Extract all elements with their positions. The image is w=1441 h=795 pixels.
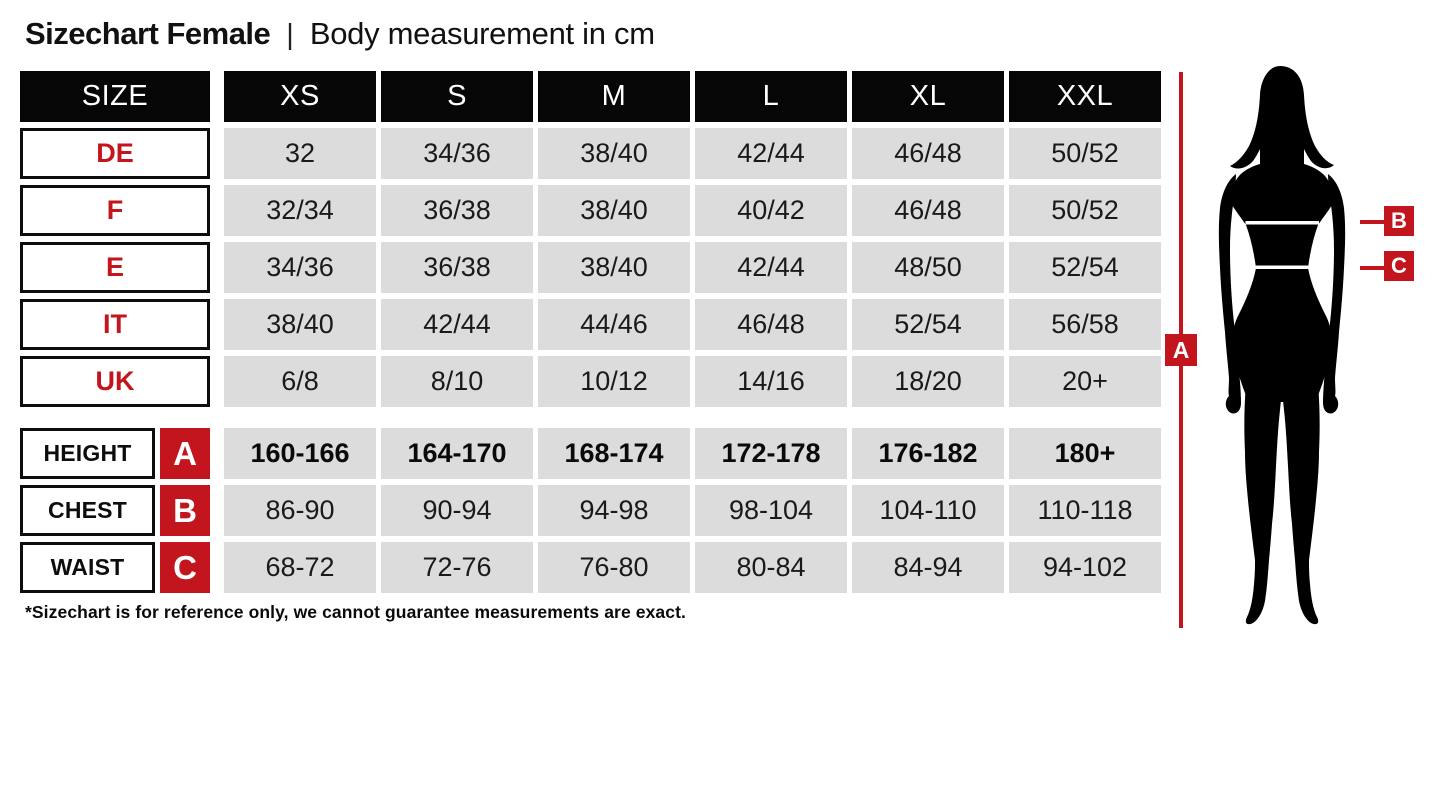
footnote: *Sizechart is for reference only, we cannot guarantee measurements are exact.: [25, 602, 686, 622]
measurement-name: CHEST: [20, 485, 155, 536]
measurement-cell: 180+: [1009, 428, 1161, 479]
row-label-f: F: [20, 185, 210, 236]
title-separator: |: [286, 19, 294, 51]
measurement-cell: 168-174: [538, 428, 690, 479]
size-cell: 20+: [1009, 356, 1161, 407]
column-header-xl: XL: [852, 71, 1004, 122]
size-cell: 50/52: [1009, 128, 1161, 179]
size-cell: 36/38: [381, 242, 533, 293]
title-main: Sizechart Female: [25, 16, 271, 51]
size-cell: 38/40: [538, 242, 690, 293]
size-cell: 48/50: [852, 242, 1004, 293]
measurement-cell: 76-80: [538, 542, 690, 593]
size-cell: 34/36: [224, 242, 376, 293]
marker-badge-a: A: [160, 428, 210, 479]
measurement-cell: 164-170: [381, 428, 533, 479]
size-column-header: SIZE: [20, 71, 210, 122]
marker-badge-c: C: [160, 542, 210, 593]
size-cell: 32: [224, 128, 376, 179]
row-label-de: DE: [20, 128, 210, 179]
measurement-label-height: [20, 428, 210, 479]
size-cell: 8/10: [381, 356, 533, 407]
size-cell: 42/44: [695, 128, 847, 179]
sizechart-table: [20, 71, 1161, 593]
marker-a-badge: A: [1165, 334, 1197, 366]
left-leg-shape: [1244, 384, 1282, 624]
size-conversion-rows: [20, 128, 1161, 407]
row-label-uk: UK: [20, 356, 210, 407]
chest-marker-tick: [1360, 220, 1385, 224]
row-label-it: IT: [20, 299, 210, 350]
size-cell: 10/12: [538, 356, 690, 407]
measurement-cell: 98-104: [695, 485, 847, 536]
size-cell: 42/44: [381, 299, 533, 350]
measurement-cell: 176-182: [852, 428, 1004, 479]
measurement-cell: 68-72: [224, 542, 376, 593]
measurement-cell: 160-166: [224, 428, 376, 479]
size-cell: 56/58: [1009, 299, 1161, 350]
measurement-label-chest: [20, 485, 210, 536]
size-cell: 36/38: [381, 185, 533, 236]
measurement-cell: 80-84: [695, 542, 847, 593]
measurement-cell: 172-178: [695, 428, 847, 479]
measurement-cell: 94-98: [538, 485, 690, 536]
size-cell: 50/52: [1009, 185, 1161, 236]
column-header-xs: XS: [224, 71, 376, 122]
size-cell: 14/16: [695, 356, 847, 407]
size-cell: 6/8: [224, 356, 376, 407]
measurement-cell: 110-118: [1009, 485, 1161, 536]
torso-shape: [1231, 160, 1332, 402]
marker-b-badge: B: [1384, 206, 1414, 236]
size-cell: 52/54: [1009, 242, 1161, 293]
measurement-cell: 72-76: [381, 542, 533, 593]
size-cell: 40/42: [695, 185, 847, 236]
size-cell: 18/20: [852, 356, 1004, 407]
female-silhouette: [1202, 62, 1362, 642]
size-cell: 38/40: [224, 299, 376, 350]
right-leg-shape: [1282, 384, 1320, 624]
size-cell: 46/48: [852, 185, 1004, 236]
measurement-cell: 94-102: [1009, 542, 1161, 593]
measurement-cell: 90-94: [381, 485, 533, 536]
size-cell: 38/40: [538, 128, 690, 179]
measurement-cell: 86-90: [224, 485, 376, 536]
title-subtitle: Body measurement in cm: [309, 16, 655, 51]
size-cell: 34/36: [381, 128, 533, 179]
column-header-l: L: [695, 71, 847, 122]
size-cell: 42/44: [695, 242, 847, 293]
table-header-row: [20, 71, 1161, 122]
size-cell: 46/48: [695, 299, 847, 350]
measurement-name: HEIGHT: [20, 428, 155, 479]
measurement-label-waist: [20, 542, 210, 593]
column-header-xxl: XXL: [1009, 71, 1161, 122]
page-title: [25, 16, 655, 52]
marker-c-badge: C: [1384, 251, 1414, 281]
column-header-s: S: [381, 71, 533, 122]
measurement-name: WAIST: [20, 542, 155, 593]
measurement-cell: 104-110: [852, 485, 1004, 536]
chest-line: [1246, 221, 1320, 225]
size-cell: 38/40: [538, 185, 690, 236]
row-label-e: E: [20, 242, 210, 293]
marker-badge-b: B: [160, 485, 210, 536]
body-measurement-rows: [20, 428, 1161, 593]
waist-line: [1255, 266, 1310, 270]
size-cell: 32/34: [224, 185, 376, 236]
column-header-m: M: [538, 71, 690, 122]
size-cell: 52/54: [852, 299, 1004, 350]
waist-marker-tick: [1360, 266, 1385, 270]
size-cell: 44/46: [538, 299, 690, 350]
size-cell: 46/48: [852, 128, 1004, 179]
measurement-cell: 84-94: [852, 542, 1004, 593]
